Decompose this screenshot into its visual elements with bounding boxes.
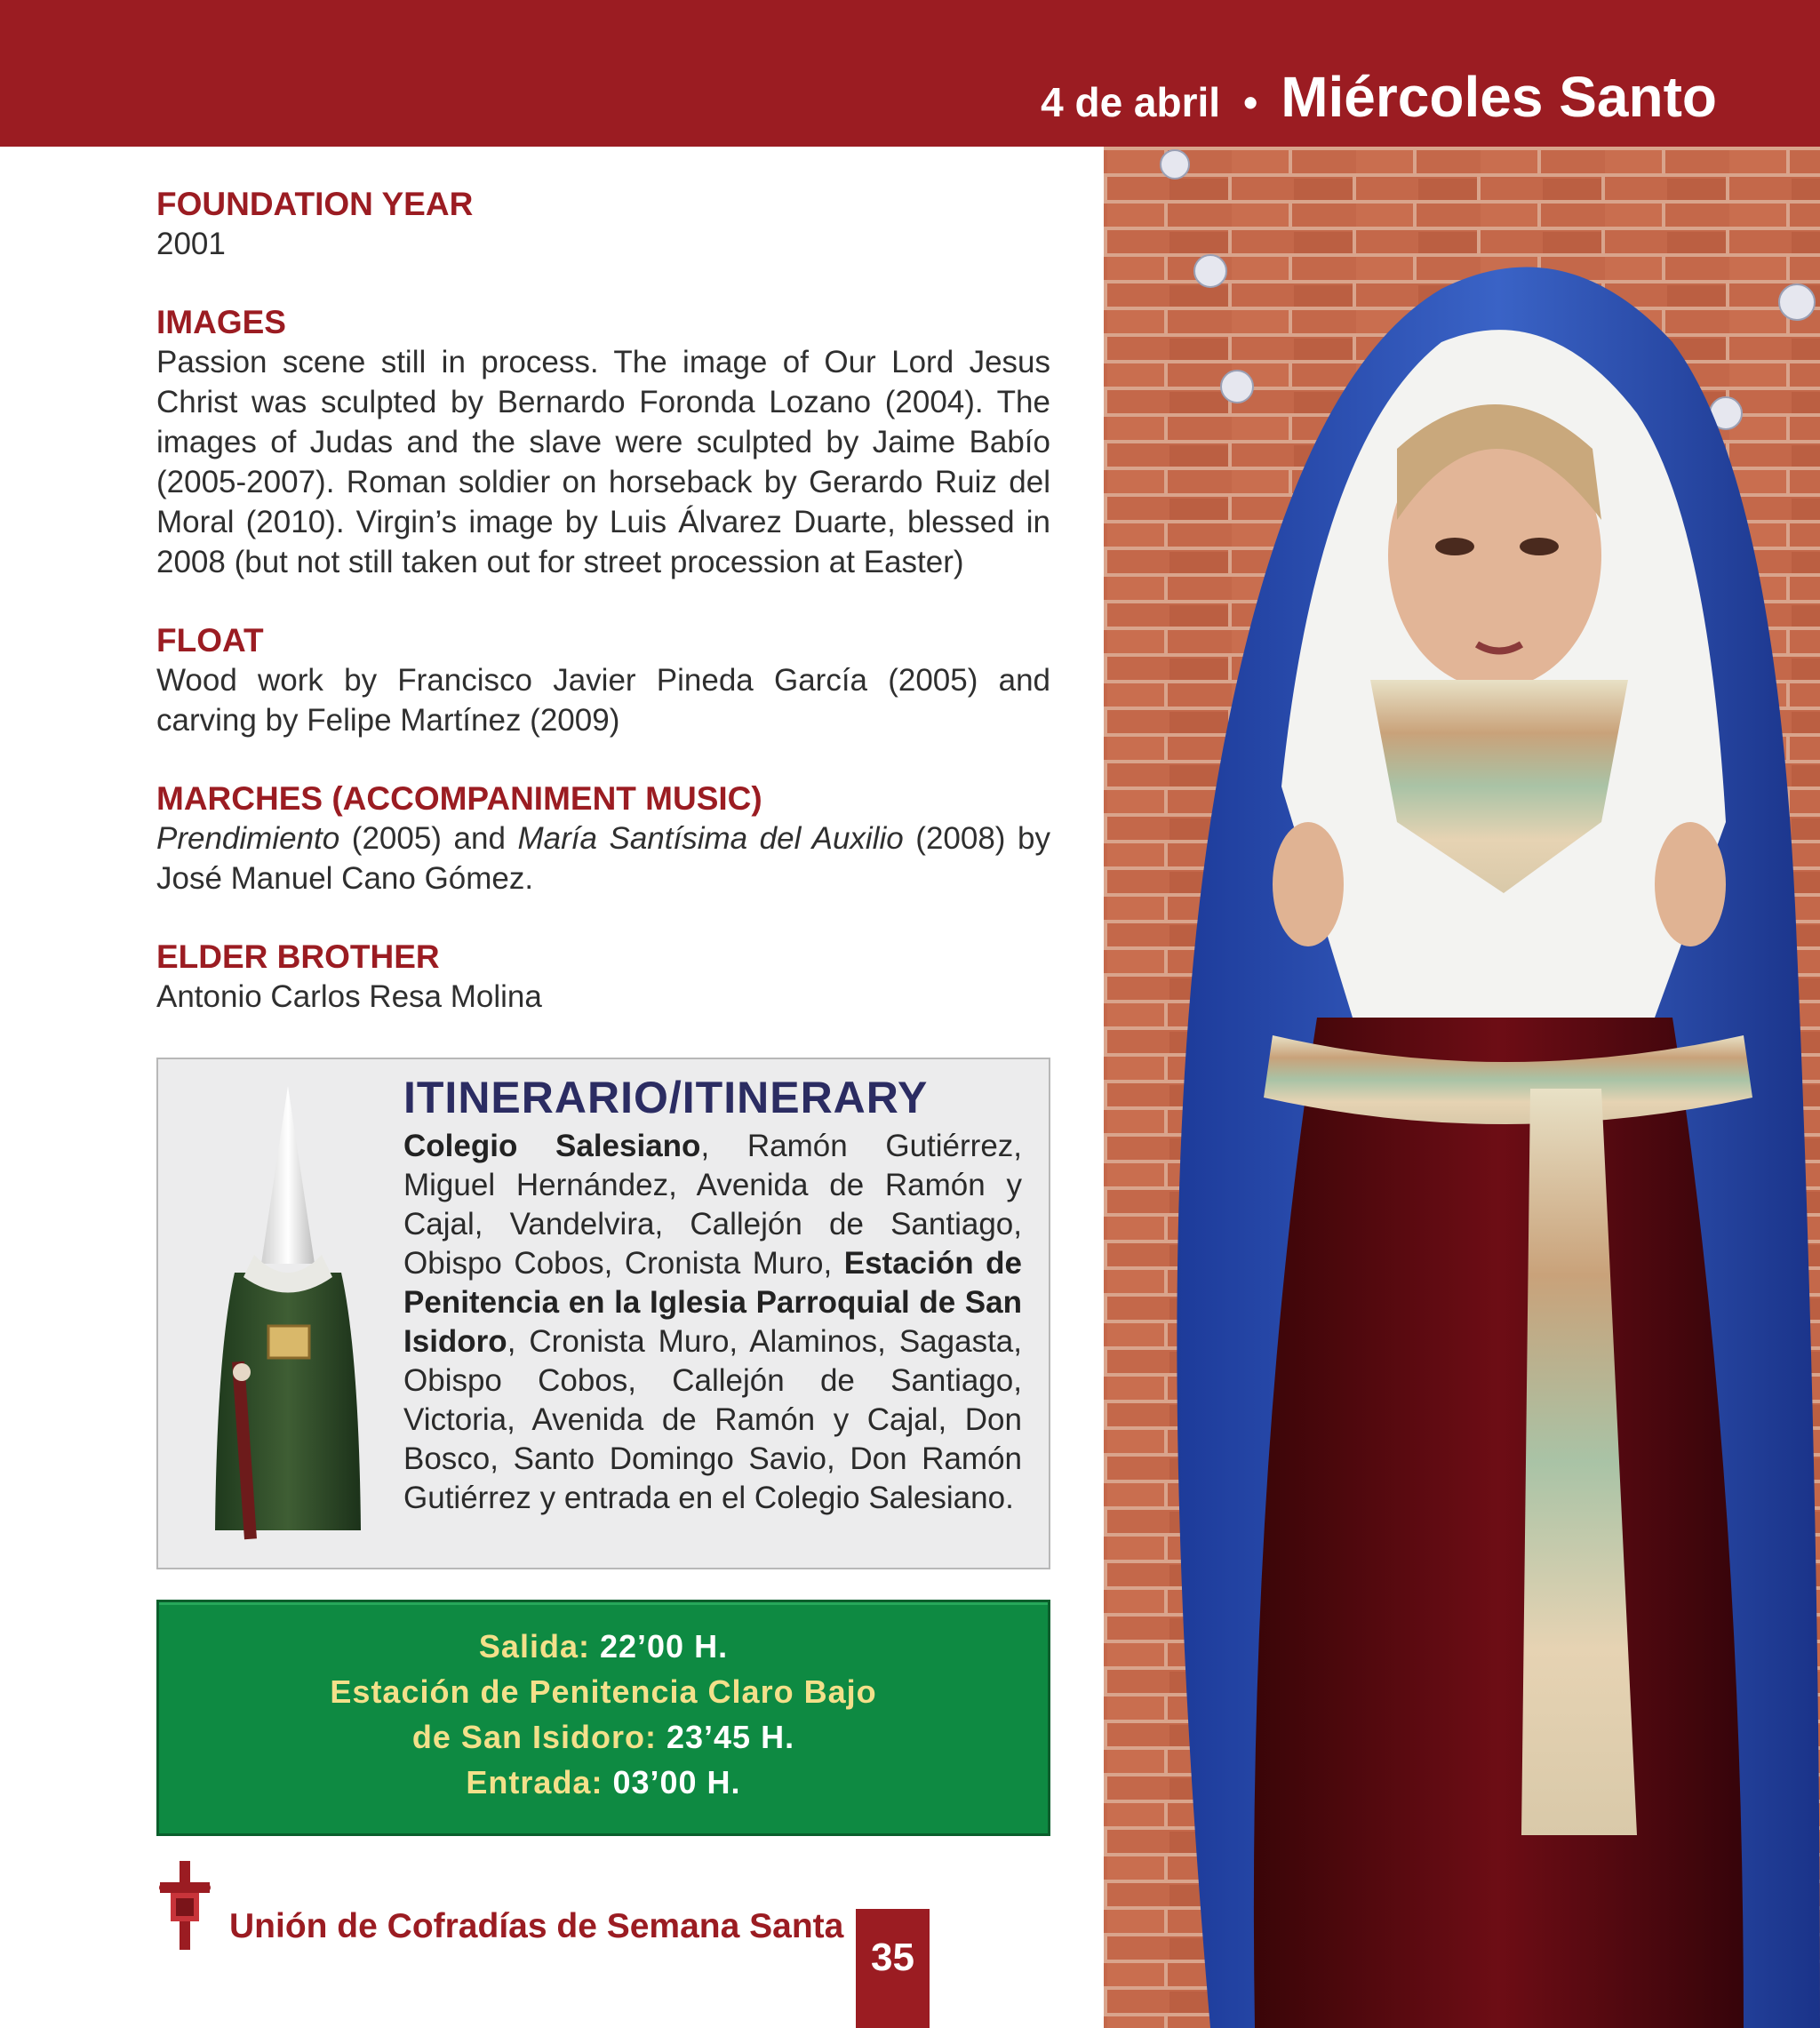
entrada-label: Entrada:: [466, 1764, 603, 1800]
main-content: [156, 185, 1050, 1056]
nazareno-robe-image: [199, 1086, 377, 1548]
itinerary-title: ITINERARIO/ITINERARY: [403, 1073, 929, 1122]
route-station: Estación de Penitencia en la Iglesia Parroquial de San Isidoro: [403, 1246, 1022, 1359]
float-section: [156, 621, 1050, 740]
schedule-box: [156, 1600, 1050, 1836]
images-heading: IMAGES: [156, 304, 286, 340]
page-number-box: [856, 1909, 930, 2028]
elder-section: [156, 938, 1050, 1017]
itinerary-box: [156, 1058, 1050, 1569]
marches-section: [156, 779, 1050, 898]
float-heading: FLOAT: [156, 622, 264, 659]
header-bar: [0, 0, 1820, 147]
estacion-line-1: [159, 1669, 1048, 1714]
route-start: Colegio Salesiano: [403, 1129, 701, 1163]
header-separator: •: [1243, 79, 1258, 125]
float-body: Wood work by Francisco Javier Pineda García (2005) and carving by Felipe Martínez (2009): [156, 663, 1050, 738]
route-part-1: , Ramón Gutiérrez, Miguel Hernández, Avenida de Ramón y Cajal, Vandelvira, Callejón de Santiago, Obispo Cobos, Cronista Muro,: [403, 1129, 1023, 1281]
marches-body: [156, 818, 1050, 898]
foundation-body: 2001: [156, 227, 226, 261]
salida-line: [159, 1624, 1048, 1669]
salida-time: 22’00 H.: [599, 1628, 729, 1665]
header-day: Miércoles Santo: [1281, 65, 1717, 129]
estacion-label-1: Estación de Penitencia Claro Bajo: [330, 1673, 877, 1710]
marches-text-2: (2008) by José Manuel Cano Gómez.: [156, 821, 1050, 896]
images-body: Passion scene still in process. The image of Our Lord Jesus Christ was sculpted by Bernardo Foronda Lozano (2004). The images of Judas and the slave were sculpted by Jaime Babío (2005-2007). Roman soldier on horseback by Gerardo Ruiz del Moral (2010). Virgin’s image by Luis Álvarez Duarte, blessed in 2008 (but not still taken out for street procession at Easter): [156, 345, 1050, 579]
march-title-2: María Santísima del Auxilio: [517, 821, 904, 856]
images-section: [156, 303, 1050, 582]
estacion-label-2: de San Isidoro:: [411, 1719, 657, 1755]
header-date: 4 de abril: [1041, 79, 1221, 125]
estacion-time: 23’45 H.: [666, 1719, 795, 1755]
union-cofradias-logo: [156, 1861, 213, 1950]
march-title-1: Prendimiento: [156, 821, 340, 856]
elder-heading: ELDER BROTHER: [156, 938, 440, 975]
entrada-line: [159, 1760, 1048, 1805]
entrada-time: 03’00 H.: [612, 1764, 741, 1800]
marches-heading: MARCHES (ACCOMPANIMENT MUSIC): [156, 780, 762, 817]
foundation-heading: FOUNDATION YEAR: [156, 186, 474, 222]
page-number: 35: [871, 1936, 914, 1979]
itinerary-text: [403, 1068, 1022, 1518]
virgin-statue-photo: [1104, 147, 1820, 2028]
marches-text-1: (2005) and: [339, 821, 518, 856]
elder-body: Antonio Carlos Resa Molina: [156, 979, 542, 1014]
route-part-2: , Cronista Muro, Alaminos, Sagasta, Obispo Cobos, Callejón de Santiago, Victoria, Avenida de Ramón y Cajal, Don Bosco, Santo Domingo Savio, Don Ramón Gutiérrez y entrada en el Colegio Salesiano.: [403, 1324, 1022, 1515]
itinerary-route: [403, 1127, 1022, 1518]
salida-label: Salida:: [478, 1628, 590, 1665]
foundation-section: [156, 185, 1050, 264]
footer-organization: Unión de Cofradías de Semana Santa: [229, 1907, 844, 1945]
page-title: [1041, 64, 1717, 144]
estacion-line-2: [159, 1714, 1048, 1760]
